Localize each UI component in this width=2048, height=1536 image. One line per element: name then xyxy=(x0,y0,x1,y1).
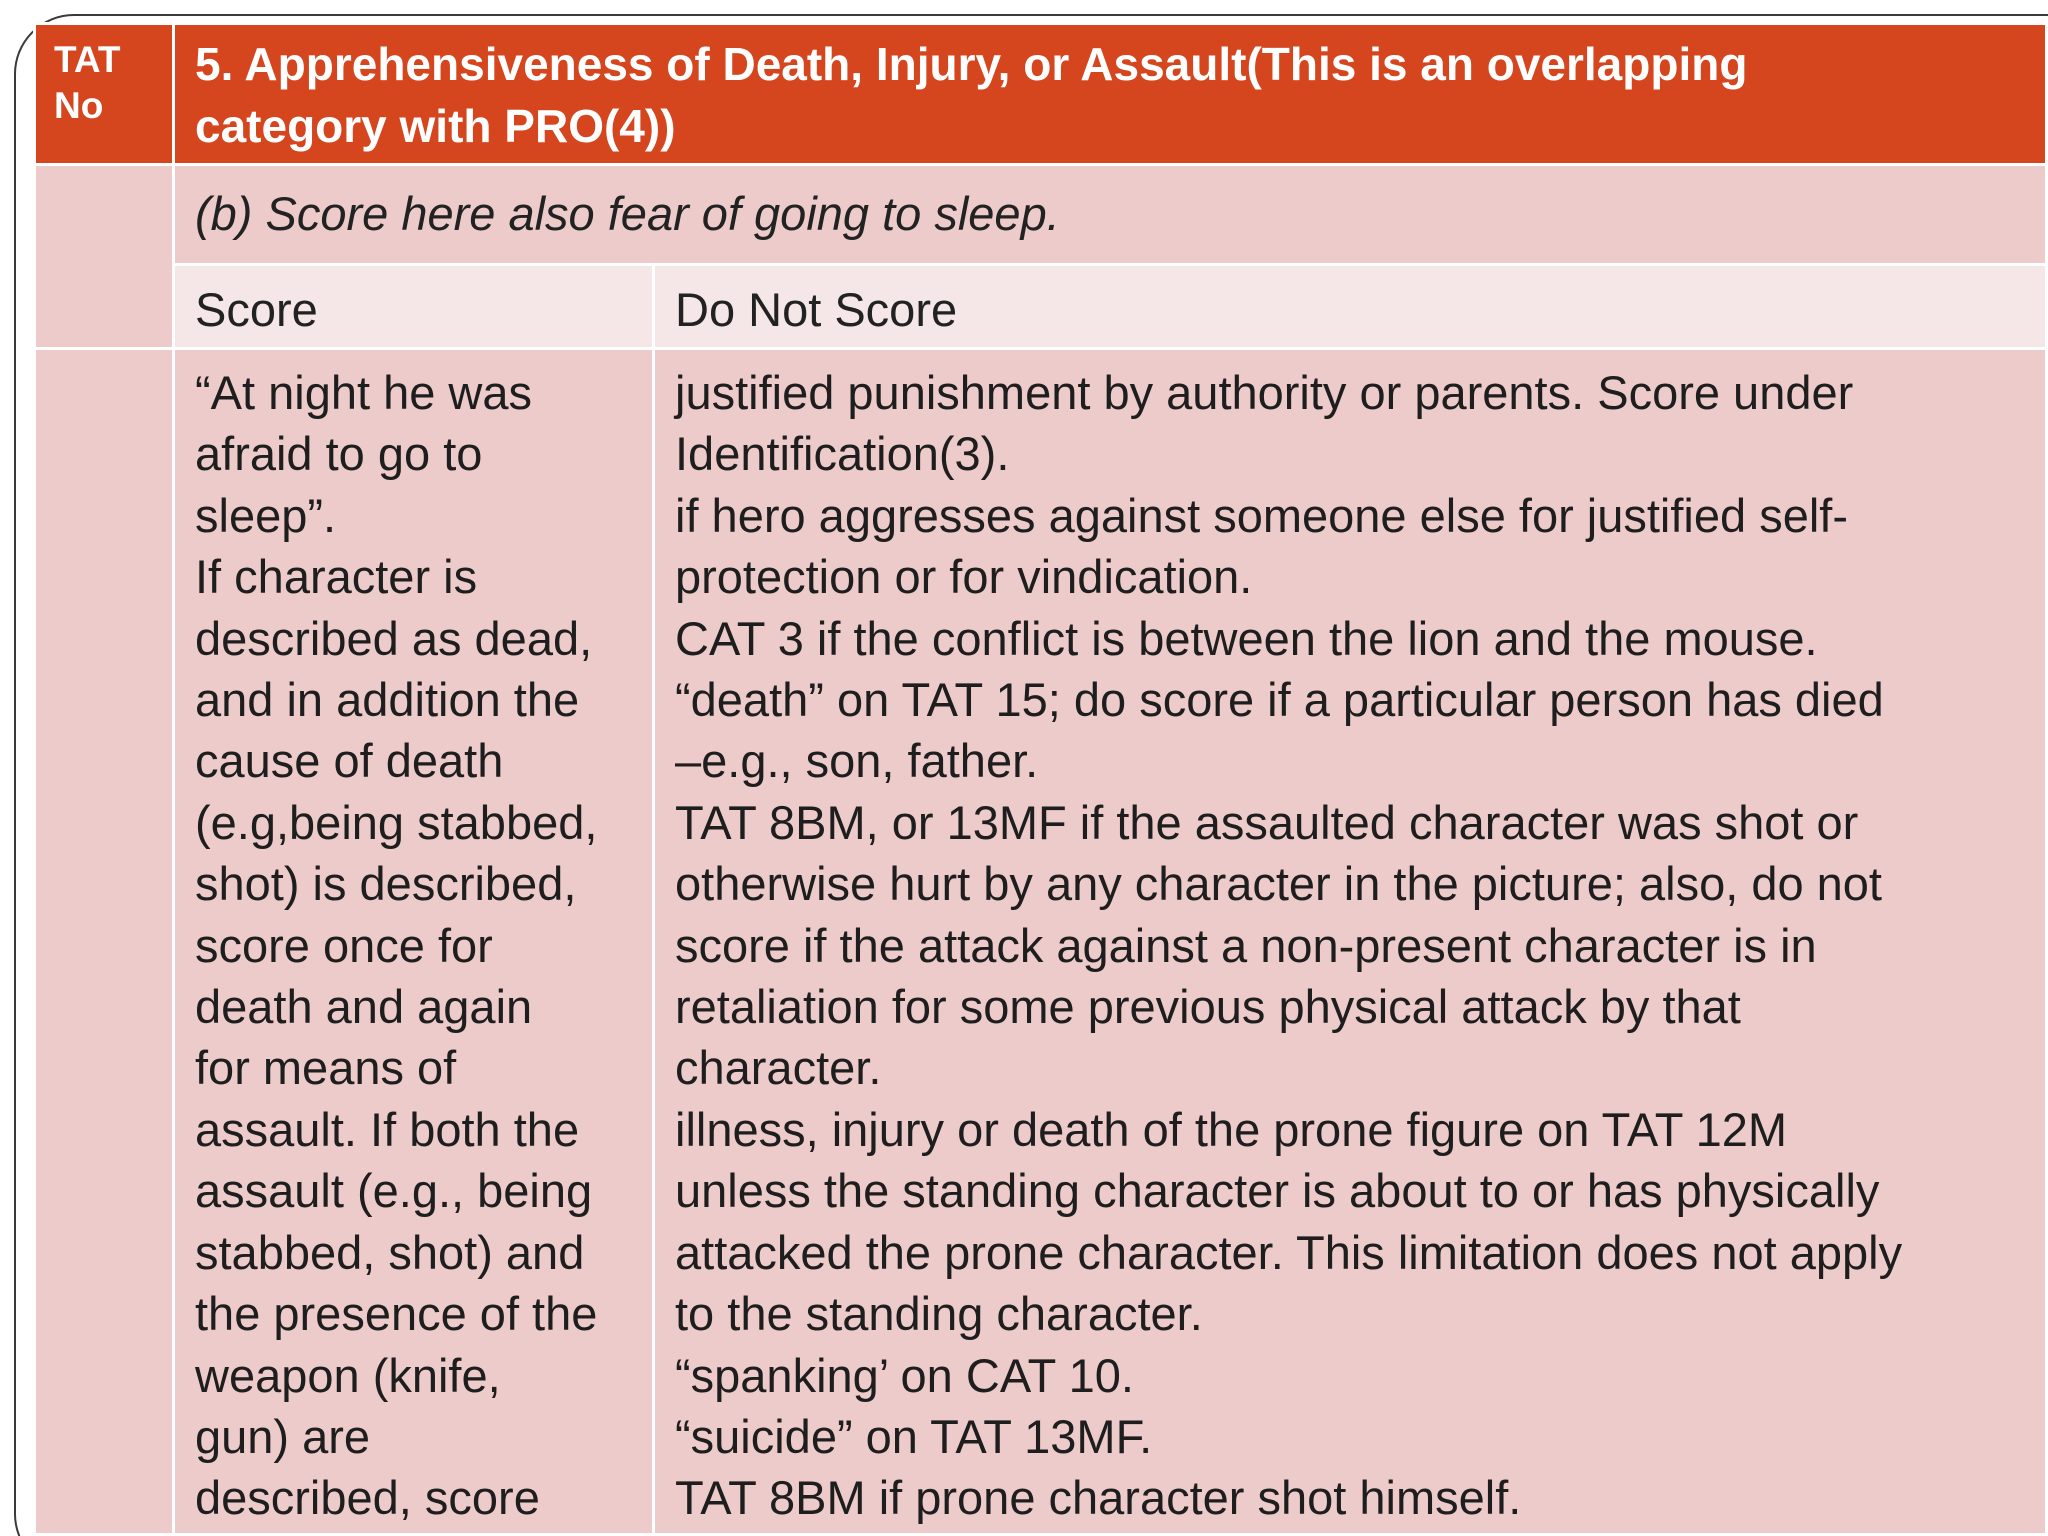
do-not-score-line: illness, injury or death of the prone figure on TAT 12M xyxy=(675,1102,1788,1156)
score-line: (e.g,being stabbed, xyxy=(195,795,598,849)
table-header-row xyxy=(35,24,2047,165)
category-title xyxy=(174,24,2047,165)
table-body-row xyxy=(35,349,2047,1535)
note-row xyxy=(35,165,2047,265)
do-not-score-line: to the standing character. xyxy=(675,1287,1203,1341)
do-not-score-line: “spanking’ on CAT 10. xyxy=(675,1348,1134,1402)
do-not-score-line: TAT 8BM, or 13MF if the assaulted character was shot or xyxy=(675,795,1859,849)
category-title-line: category with PRO(4)) xyxy=(195,100,676,152)
score-line: score once for xyxy=(195,918,493,972)
do-not-score-line: character. xyxy=(675,1041,882,1095)
category-title-line: 5. Apprehensiveness of Death, Injury, or Assault(This is an overlapping xyxy=(195,38,1748,90)
tat-no-header-line: TAT xyxy=(54,39,121,80)
do-not-score-line: attacked the prone character. This limitation does not apply xyxy=(675,1225,1903,1279)
score-line: sleep”. xyxy=(195,488,337,542)
score-line: assault (e.g., being xyxy=(195,1164,593,1218)
score-cell xyxy=(174,349,654,1535)
score-line: described as dead, xyxy=(195,611,593,665)
do-not-score-line: if hero aggresses against someone else for justified self- xyxy=(675,488,1849,542)
do-not-score-line: Identification(3). xyxy=(675,427,1010,481)
score-line: stabbed, shot) and xyxy=(195,1225,585,1279)
tat-no-cell-empty xyxy=(35,165,174,349)
do-not-score-line: score if the attack against a non-present character is in xyxy=(675,918,1817,972)
score-line: and in addition the xyxy=(195,673,580,727)
do-not-score-line: unless the standing character is about to or has physically xyxy=(675,1164,1880,1218)
do-not-score-line: –e.g., son, father. xyxy=(675,734,1039,788)
tat-no-header xyxy=(35,24,174,165)
do-not-score-line: otherwise hurt by any character in the picture; also, do not xyxy=(675,857,1882,911)
score-column-header: Score xyxy=(174,265,654,349)
scoring-table xyxy=(33,22,2048,1536)
score-line: weapon (knife, xyxy=(195,1348,501,1402)
do-not-score-line: CAT 3 if the conflict is between the lion and the mouse. xyxy=(675,611,1818,665)
do-not-score-line: TAT 8BM if prone character shot himself. xyxy=(675,1471,1522,1525)
score-line: If character is xyxy=(195,550,478,604)
tat-no-header-line: No xyxy=(54,85,104,126)
column-header-row xyxy=(35,265,2047,349)
do-not-score-column-header: Do Not Score xyxy=(654,265,2047,349)
score-line: for means of xyxy=(195,1041,457,1095)
do-not-score-line: retaliation for some previous physical attack by that xyxy=(675,980,1741,1034)
score-line: shot) is described, xyxy=(195,857,577,911)
score-line: the presence of the xyxy=(195,1287,598,1341)
score-line: “At night he was xyxy=(195,366,533,419)
tat-no-cell xyxy=(35,349,174,1535)
do-not-score-line: “death” on TAT 15; do score if a particular person has died xyxy=(675,673,1884,727)
do-not-score-cell xyxy=(654,349,2047,1535)
do-not-score-line: justified punishment by authority or parents. Score under xyxy=(675,366,1854,419)
score-line: afraid to go to xyxy=(195,427,483,481)
do-not-score-line: protection or for vindication. xyxy=(675,550,1253,604)
score-line: assault. If both the xyxy=(195,1102,580,1156)
scoring-note: (b) Score here also fear of going to sleep. xyxy=(174,165,2047,265)
score-line: death and again xyxy=(195,980,533,1034)
score-line: gun) are xyxy=(195,1409,371,1463)
score-line: cause of death xyxy=(195,734,504,788)
score-line: described, score xyxy=(195,1471,540,1525)
do-not-score-line: “suicide” on TAT 13MF. xyxy=(675,1409,1153,1463)
